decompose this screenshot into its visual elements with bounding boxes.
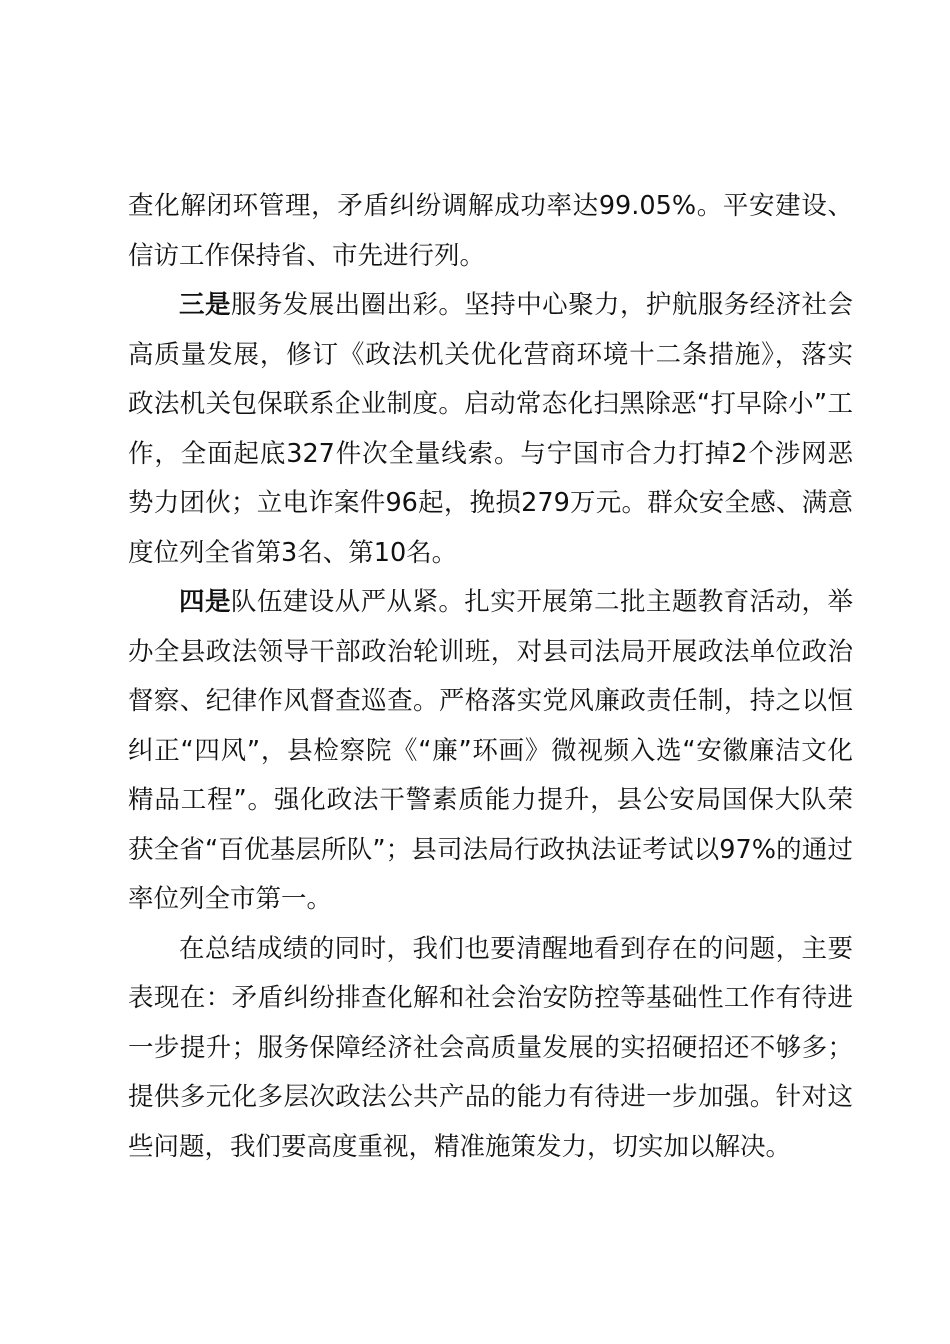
paragraph-team-building	[128, 578, 853, 925]
paragraph-text: 查化解闭环管理，矛盾纠纷调解成功率达99.05%。平安建设、信访工作保持省、市先进行列。	[128, 191, 853, 271]
paragraph-text: 队伍建设从严从紧。扎实开展第二批主题教育活动，举办全县政法领导干部政治轮训班，对县司法局开展政法单位政治督察、纪律作风督查巡查。严格落实党风廉政责任制，持之以恒纠正“四风”，县检察院《“廉”环画》微视频入选“安徽廉洁文化精品工程”。强化政法干警素质能力提升，县公安局国保大队荣获全省“百优基层所队”；县司法局行政执法证考试以97%的通过率位列全市第一。	[128, 587, 853, 914]
paragraph-service-development	[128, 281, 853, 578]
paragraph-problems	[128, 925, 853, 1173]
document-body	[128, 182, 853, 1172]
paragraph-text: 在总结成绩的同时，我们也要清醒地看到存在的问题，主要表现在：矛盾纠纷排查化解和社会治安防控等基础性工作有待进一步提升；服务保障经济社会高质量发展的实招硬招还不够多；提供多元化多层次政法公共产品的能力有待进一步加强。针对这些问题，我们要高度重视，精准施策发力，切实加以解决。	[128, 933, 853, 1162]
paragraph-lead: 四是	[179, 587, 231, 617]
paragraph-lead: 三是	[179, 290, 231, 320]
paragraph-text: 服务发展出圈出彩。坚持中心聚力，护航服务经济社会高质量发展，修订《政法机关优化营商环境十二条措施》，落实政法机关包保联系企业制度。启动常态化扫黑除恶“打早除小”工作，全面起底327件次全量线索。与宁国市合力打掉2个涉网恶势力团伙；立电诈案件96起，挽损279万元。群众安全感、满意度位列全省第3名、第10名。	[128, 290, 853, 568]
paragraph-continuation	[128, 182, 853, 281]
